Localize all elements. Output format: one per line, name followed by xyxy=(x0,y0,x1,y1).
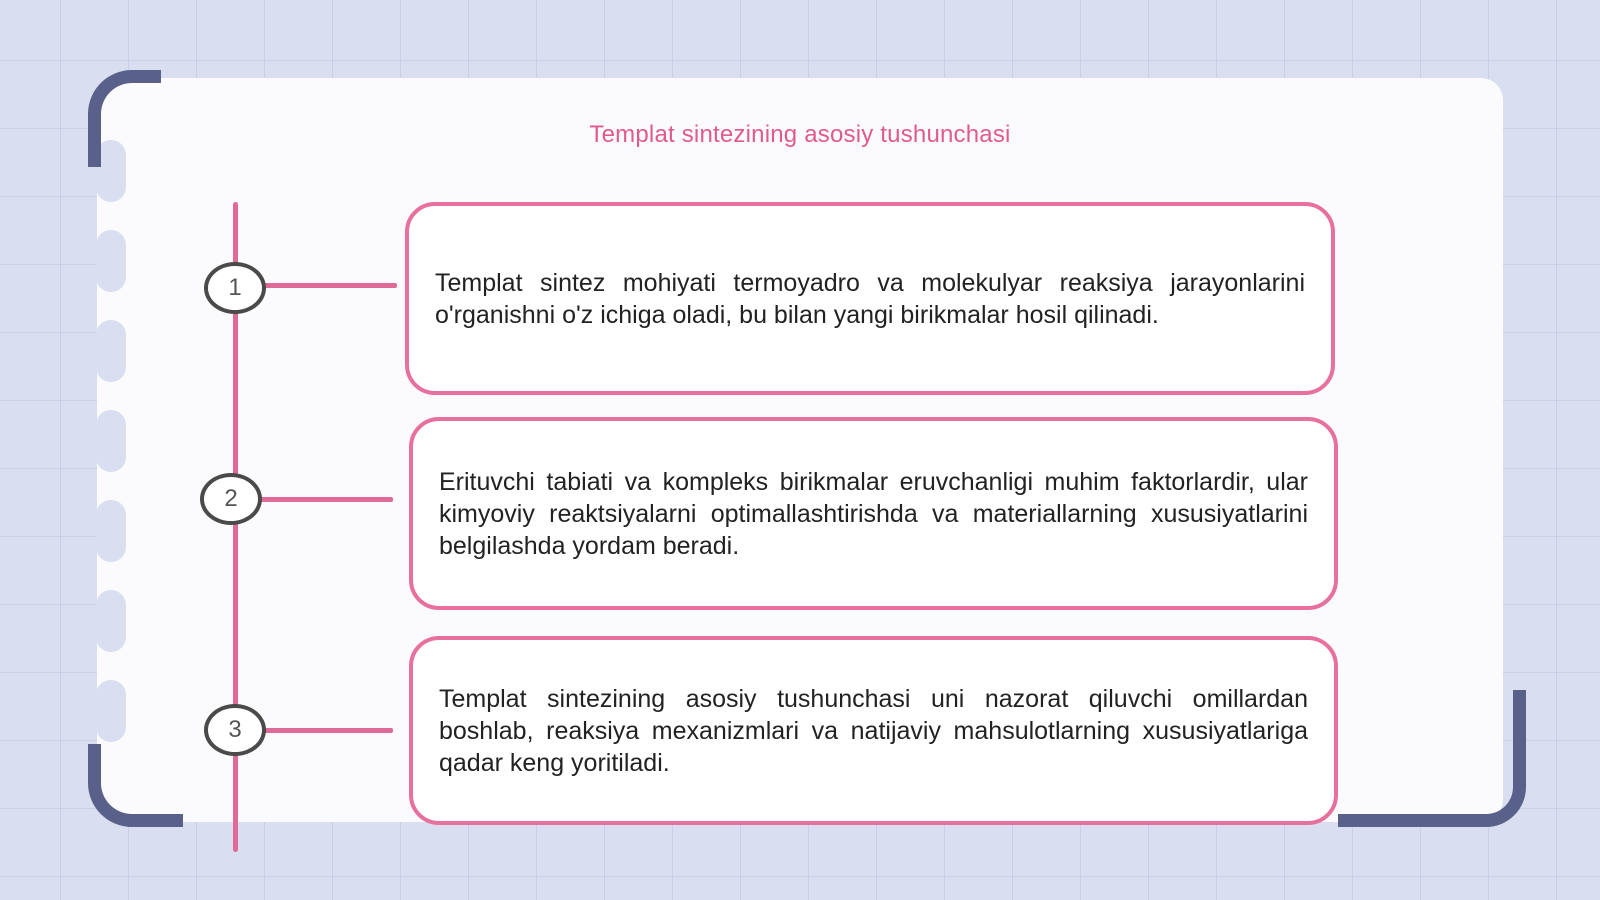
card-edge-notch xyxy=(96,410,126,472)
step-number-badge: 2 xyxy=(200,473,262,525)
timeline-connector xyxy=(258,497,393,502)
card-edge-notch xyxy=(96,230,126,292)
step-text: Erituvchi tabiati va kompleks birikmalar eruvchanligi muhim faktorlardir, ular kimyoviy reaktsiyalarni optimallashtirishda va materiallarning xususiyatlarini belgilashda yordam beradi. xyxy=(439,467,1308,560)
step-card xyxy=(409,417,1338,610)
timeline-connector xyxy=(262,728,393,733)
step-text: Templat sintezining asosiy tushunchasi uni nazorat qiluvchi omillardan boshlab, reaksiya mexanizmlari va natijaviy mahsulotlarning xususiyatlariga qadar keng yoritiladi. xyxy=(439,684,1308,777)
card-edge-notch xyxy=(96,500,126,562)
corner-bracket-bottom-left xyxy=(88,744,183,827)
step-text: Templat sintez mohiyati termoyadro va molekulyar reaksiya jarayonlarini o'rganishni o'z ichiga oladi, bu bilan yangi birikmalar hosil qilinadi. xyxy=(435,268,1305,329)
step-card xyxy=(409,636,1338,825)
step-number-badge: 3 xyxy=(204,704,266,756)
corner-bracket-top-left xyxy=(88,70,161,167)
step-number-badge: 1 xyxy=(204,262,266,314)
slide-title: Templat sintezining asosiy tushunchasi xyxy=(589,121,1011,148)
card-edge-notch xyxy=(96,320,126,382)
step-card xyxy=(405,202,1335,395)
card-edge-notch xyxy=(96,680,126,742)
corner-bracket-bottom-right xyxy=(1338,690,1526,827)
timeline-connector xyxy=(262,283,397,288)
card-edge-notch xyxy=(96,590,126,652)
